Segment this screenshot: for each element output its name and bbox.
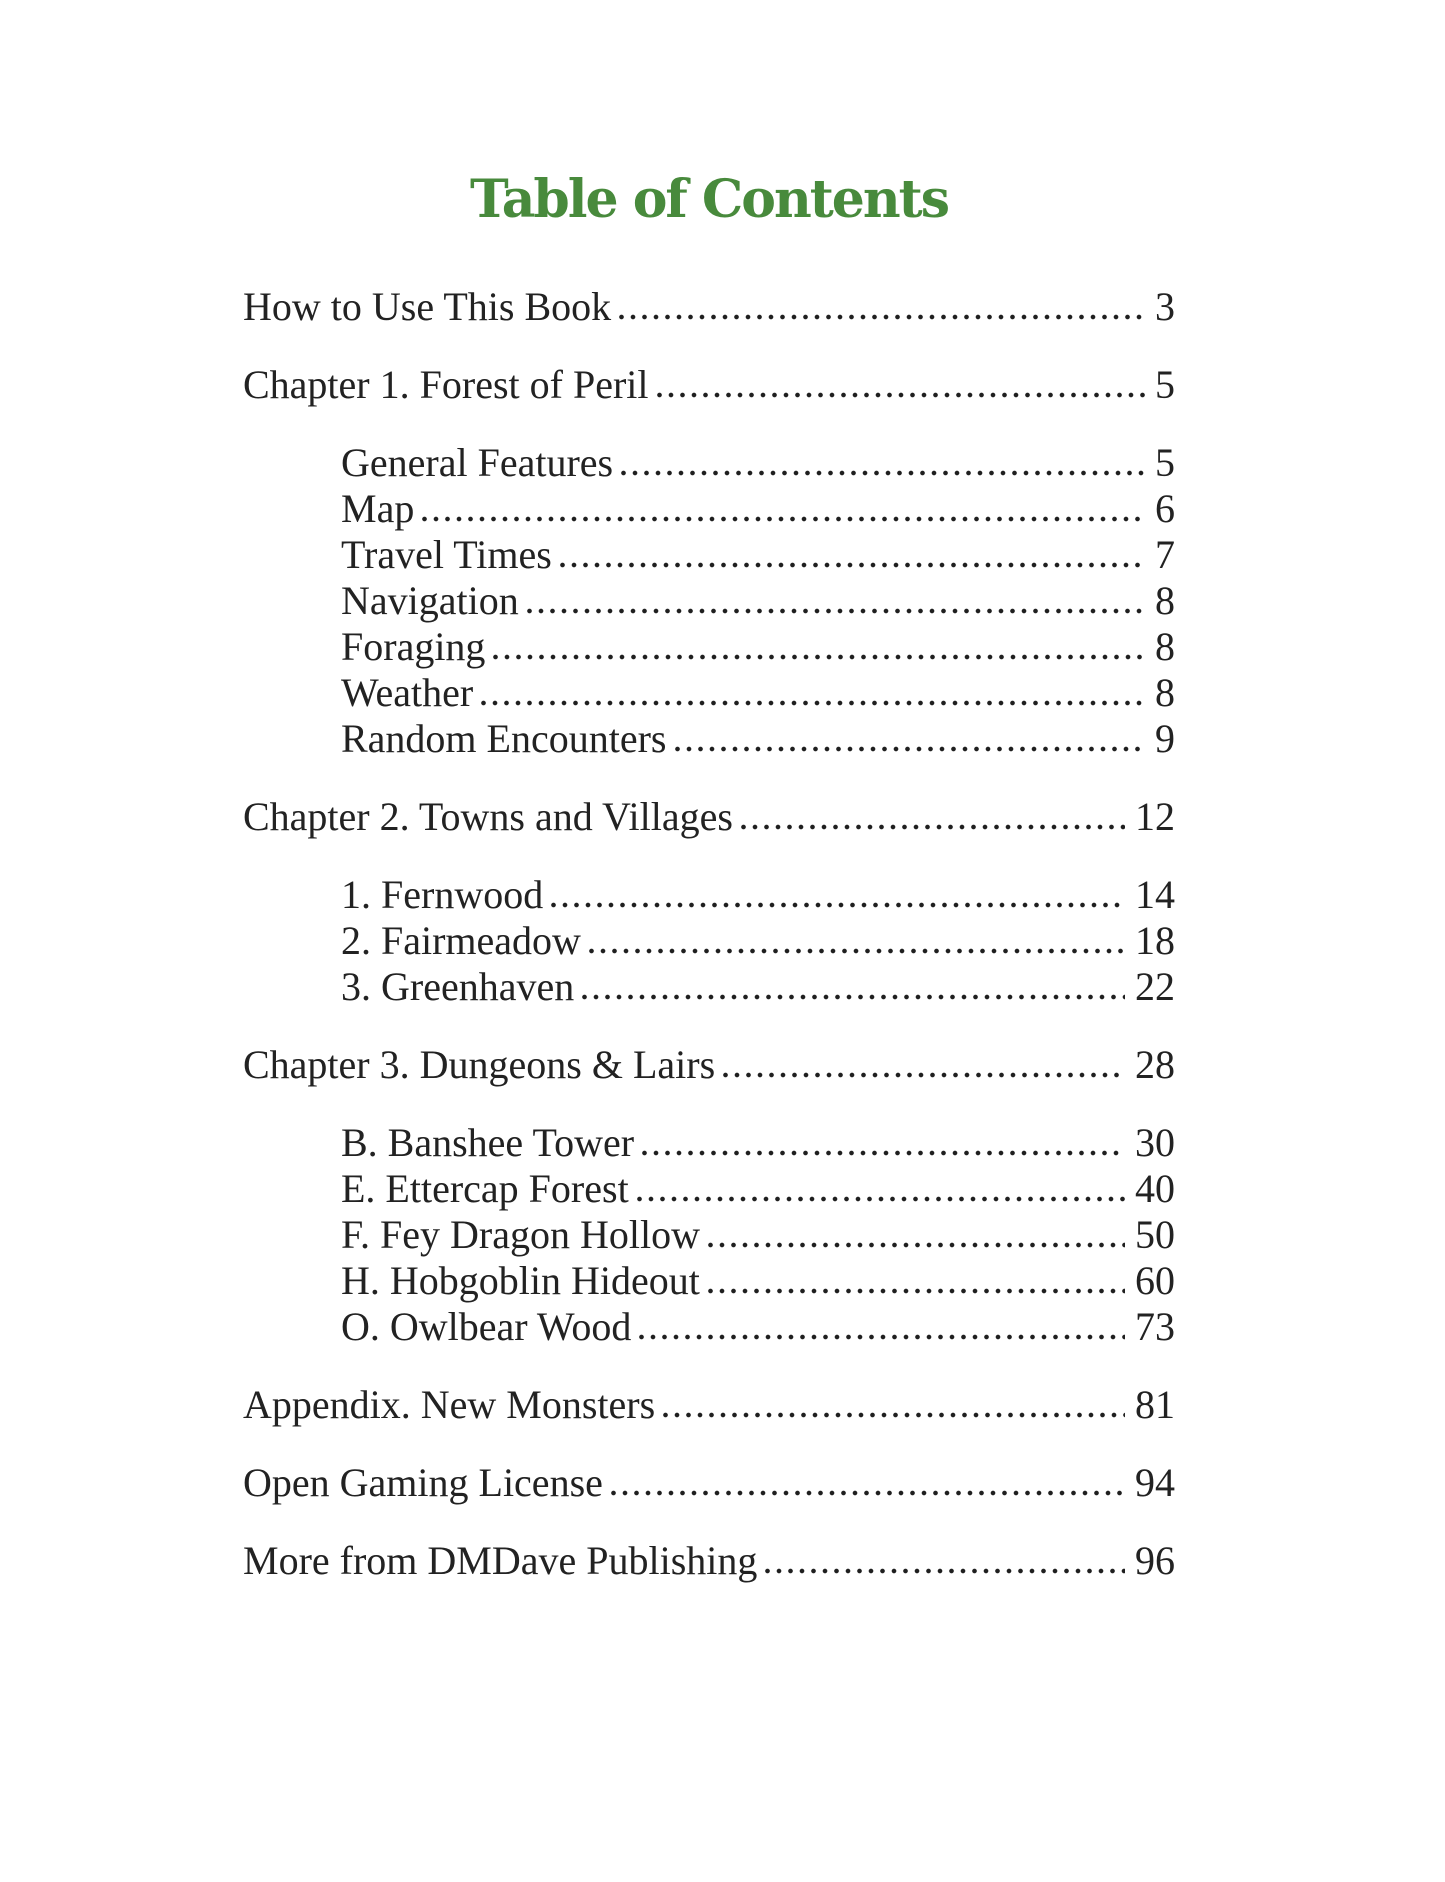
toc-entry[interactable] [243, 284, 1175, 330]
toc-entry-page: 40 [1135, 1165, 1175, 1211]
table-of-contents [243, 284, 1175, 1584]
toc-entry-label: Map [341, 485, 415, 531]
dot-leader [621, 470, 1145, 476]
dot-leader [708, 1288, 1125, 1294]
toc-entry[interactable] [243, 1304, 1175, 1350]
toc-entry-page: 5 [1155, 439, 1175, 485]
dot-leader [765, 1568, 1125, 1574]
toc-entry-page: 14 [1135, 871, 1175, 917]
dot-leader [611, 1490, 1125, 1496]
toc-entry[interactable] [243, 578, 1175, 624]
dot-leader [675, 746, 1146, 752]
toc-entry[interactable] [243, 1538, 1175, 1584]
toc-entry-page: 18 [1135, 917, 1175, 963]
toc-entry-label: How to Use This Book [243, 283, 612, 329]
toc-entry-label: E. Ettercap Forest [341, 1165, 629, 1211]
toc-entry-page: 9 [1155, 715, 1175, 761]
toc-entry-page: 22 [1135, 963, 1175, 1009]
toc-entry-page: 96 [1135, 1537, 1175, 1583]
toc-entry-page: 5 [1155, 361, 1175, 407]
toc-entry-label: 3. Greenhaven [341, 963, 575, 1009]
toc-entry-label: F. Fey Dragon Hollow [341, 1211, 701, 1257]
dot-leader [723, 1072, 1125, 1078]
toc-entry-page: 7 [1155, 531, 1175, 577]
toc-entry-page: 8 [1155, 623, 1175, 669]
dot-leader [582, 994, 1125, 1000]
toc-entry[interactable] [243, 872, 1175, 918]
toc-entry-page: 28 [1135, 1041, 1175, 1087]
toc-entry[interactable] [243, 1212, 1175, 1258]
toc-entry-page: 8 [1155, 577, 1175, 623]
dot-leader [657, 392, 1146, 398]
toc-entry[interactable] [243, 716, 1175, 762]
toc-entry[interactable] [243, 670, 1175, 716]
dot-leader [663, 1412, 1125, 1418]
dot-leader [619, 314, 1145, 320]
dot-leader [560, 562, 1145, 568]
toc-entry-page: 12 [1135, 793, 1175, 839]
dot-leader [481, 700, 1145, 706]
toc-entry[interactable] [243, 1382, 1175, 1428]
dot-leader [493, 654, 1145, 660]
toc-entry[interactable] [243, 362, 1175, 408]
dot-leader [639, 1334, 1125, 1340]
toc-entry-page: 30 [1135, 1119, 1175, 1165]
toc-entry-label: B. Banshee Tower [341, 1119, 635, 1165]
dot-leader [589, 948, 1125, 954]
toc-entry-label: O. Owlbear Wood [341, 1303, 632, 1349]
toc-entry-page: 6 [1155, 485, 1175, 531]
toc-entry-label: General Features [341, 439, 614, 485]
toc-entry-page: 81 [1135, 1381, 1175, 1427]
dot-leader [637, 1196, 1125, 1202]
toc-entry-page: 60 [1135, 1257, 1175, 1303]
toc-entry-page: 8 [1155, 669, 1175, 715]
toc-entry[interactable] [243, 440, 1175, 486]
page-title: Table of Contents [470, 169, 948, 230]
toc-entry-label: Navigation [341, 577, 519, 623]
toc-entry-page: 73 [1135, 1303, 1175, 1349]
toc-entry[interactable] [243, 1258, 1175, 1304]
toc-entry-label: Open Gaming License [243, 1459, 603, 1505]
toc-entry[interactable] [243, 964, 1175, 1010]
toc-entry-label: 1. Fernwood [341, 871, 544, 917]
dot-leader [551, 902, 1125, 908]
dot-leader [422, 516, 1145, 522]
toc-entry-label: Foraging [341, 623, 486, 669]
toc-entry-label: Chapter 1. Forest of Peril [243, 361, 649, 407]
dot-leader [741, 824, 1125, 830]
toc-entry[interactable] [243, 1042, 1175, 1088]
toc-entry[interactable] [243, 1460, 1175, 1506]
dot-leader [527, 608, 1145, 614]
toc-entry-page: 3 [1155, 283, 1175, 329]
toc-entry-label: Travel Times [341, 531, 552, 577]
toc-entry-label: Appendix. New Monsters [243, 1381, 656, 1427]
toc-entry-label: Chapter 3. Dungeons & Lairs [243, 1041, 716, 1087]
toc-entry-page: 94 [1135, 1459, 1175, 1505]
toc-entry[interactable] [243, 918, 1175, 964]
toc-content [243, 0, 1175, 1616]
toc-entry[interactable] [243, 624, 1175, 670]
toc-entry-label: H. Hobgoblin Hideout [341, 1257, 700, 1303]
toc-entry-label: Chapter 2. Towns and Villages [243, 793, 733, 839]
toc-entry-label: Random Encounters [341, 715, 667, 761]
toc-entry-label: Weather [341, 669, 474, 715]
dot-leader [708, 1242, 1125, 1248]
toc-entry[interactable] [243, 794, 1175, 840]
toc-entry[interactable] [243, 532, 1175, 578]
toc-entry[interactable] [243, 1120, 1175, 1166]
toc-entry[interactable] [243, 1166, 1175, 1212]
dot-leader [642, 1150, 1125, 1156]
toc-entry[interactable] [243, 486, 1175, 532]
toc-entry-page: 50 [1135, 1211, 1175, 1257]
toc-entry-label: More from DMDave Publishing [243, 1537, 758, 1583]
toc-entry-label: 2. Fairmeadow [341, 917, 581, 963]
